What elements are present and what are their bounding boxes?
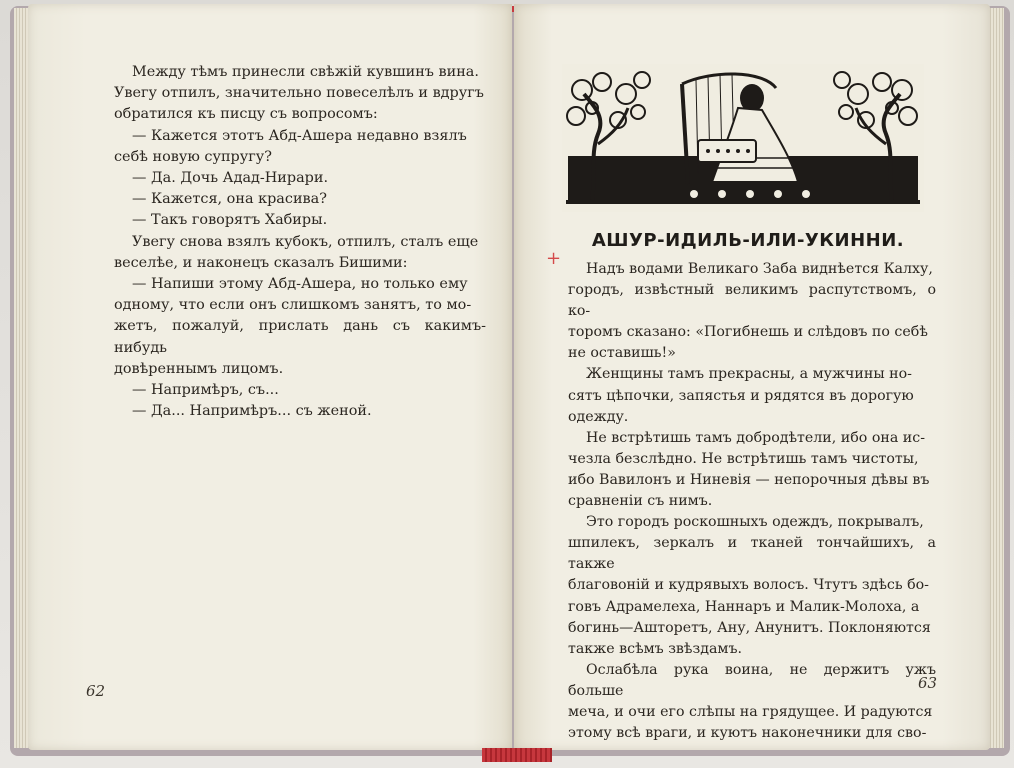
right-page-text	[568, 259, 936, 744]
text-line: Между тѣмъ принесли свѣжій кувшинъ вина.	[132, 64, 479, 80]
text-line: не оставишь!»	[568, 345, 676, 362]
text-line: городъ, извѣстный великимъ распутствомъ, о ко-	[568, 282, 936, 320]
text-line: Женщины тамъ прекрасны, а мужчины но-	[586, 366, 912, 383]
text-line: меча, и очи его слѣпы на грядущее. И радуются	[568, 703, 933, 720]
text-line: — Да... Напримѣръ... съ женой.	[132, 403, 372, 420]
text-line: — Кажется, она красива?	[132, 191, 327, 208]
pencil-mark: +	[546, 248, 562, 269]
text-line: также всѣмъ звѣздамъ.	[568, 640, 742, 657]
page-number-right: 63	[918, 674, 938, 692]
page-edges-right	[988, 8, 1004, 748]
text-line: Увегу отпилъ, значительно повеселѣлъ и вдругъ	[114, 85, 484, 102]
text-line: торомъ сказано: «Погибнешь и слѣдовъ по себѣ	[568, 324, 928, 341]
text-line: одному, что если онъ слишкомъ занятъ, то мо-	[114, 297, 472, 314]
text-line: обратился къ писцу съ вопросомъ:	[114, 106, 378, 123]
text-line: Это городъ роскошныхъ одеждъ, покрывалъ,	[586, 514, 924, 531]
right-page	[514, 4, 990, 750]
text-line: веселѣе, и наконецъ сказалъ Бишими:	[114, 254, 408, 271]
text-line: Увегу снова взялъ кубокъ, отпилъ, сталъ еще	[132, 233, 479, 250]
text-line: Надъ водами Великаго Заба виднѣется Калху,	[586, 261, 933, 277]
text-line: себѣ новую супругу?	[114, 148, 272, 165]
header-illustration	[562, 64, 924, 212]
text-line: довѣреннымъ лицомъ.	[114, 360, 284, 377]
text-line: — Такъ говорятъ Хабиры.	[132, 212, 328, 229]
text-line: — Напримѣръ, съ...	[132, 382, 279, 399]
text-line: — Напиши этому Абд-Ашера, но только ему	[132, 276, 468, 293]
page-number-left: 62	[86, 682, 106, 700]
text-line: Не встрѣтишь тамъ добродѣтели, ибо она ис-	[586, 429, 925, 446]
text-line: шпилекъ, зеркалъ и тканей тончайшихъ, а также	[568, 535, 936, 573]
text-line: сятъ цѣпочки, запястья и рядятся въ дорогую	[568, 387, 914, 404]
bookmark-ribbon	[482, 748, 552, 762]
chapter-title: АШУР-ИДИЛЬ-ИЛИ-УКИННИ.	[591, 230, 905, 251]
text-line: говъ Адрамелеха, Наннаръ и Малик-Молоха, а	[568, 598, 920, 615]
text-line: жетъ, пожалуй, прислать дань съ какимъ-нибудь	[114, 318, 486, 356]
text-line: богинь—Ашторетъ, Ану, Анунитъ. Поклоняются	[568, 619, 931, 636]
text-line: — Да. Дочь Адад-Нирари.	[132, 170, 329, 187]
left-page	[28, 4, 512, 750]
text-line: ибо Вавилонъ и Ниневія — непорочныя дѣвы въ	[568, 471, 930, 488]
left-page-text	[114, 62, 486, 422]
text-line: чезла безслѣдно. Не встрѣтишь тамъ чистоты,	[568, 450, 919, 467]
text-line: — Кажется этотъ Абд-Ашера недавно взялъ	[132, 127, 467, 144]
text-line: благовоній и кудрявыхъ волосъ. Чтутъ здѣсь бо-	[568, 577, 929, 594]
text-line: сравненіи съ нимъ.	[568, 493, 713, 510]
text-line: этому всѣ враги, и куютъ наконечники для сво-	[568, 725, 927, 742]
text-line: одежду.	[568, 408, 629, 425]
text-line: Ослабѣла рука воина, не держитъ ужъ больше	[568, 661, 936, 699]
